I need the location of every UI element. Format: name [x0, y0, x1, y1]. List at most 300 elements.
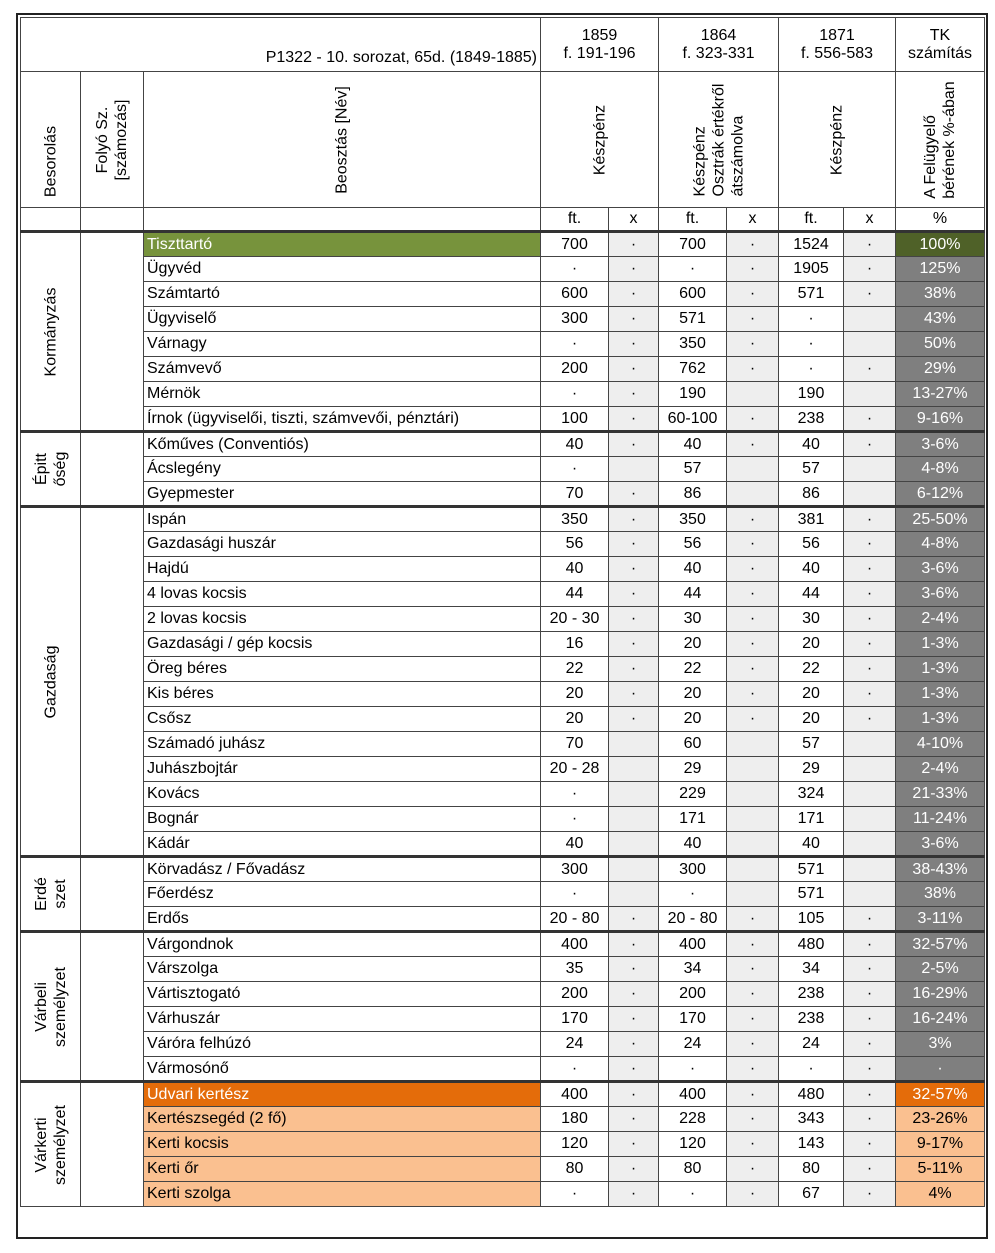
- x-1859: [609, 457, 659, 482]
- folyo-cell: [81, 507, 144, 857]
- table-row: [21, 657, 985, 682]
- x-1871: ·: [844, 357, 896, 382]
- table-row: [21, 407, 985, 432]
- position-name: Kádár: [144, 832, 541, 857]
- x-1864: ·: [727, 1182, 779, 1207]
- value-1871: 343: [779, 1107, 844, 1132]
- tk-header: [896, 18, 985, 72]
- value-1871: 1905: [779, 257, 844, 282]
- tk-percent: 25-50%: [896, 507, 985, 532]
- position-name: Kerti szolga: [144, 1182, 541, 1207]
- position-name: Várhuszár: [144, 1007, 541, 1032]
- besorolas-label: Besorolás: [42, 125, 59, 198]
- group-label-line1: Épitt: [32, 452, 50, 486]
- value-1859: ·: [541, 1182, 609, 1207]
- value-1859: 24: [541, 1032, 609, 1057]
- col-header-tk: [896, 72, 985, 208]
- x-1871: ·: [844, 532, 896, 557]
- x-1864: ·: [727, 557, 779, 582]
- tk-percent: 3%: [896, 1032, 985, 1057]
- table-row: [21, 257, 985, 282]
- value-1859: ·: [541, 382, 609, 407]
- value-1864: 20 - 80: [659, 907, 727, 932]
- value-1859: 300: [541, 307, 609, 332]
- x-1864: [727, 882, 779, 907]
- x-1864: [727, 757, 779, 782]
- value-1859: 20 - 30: [541, 607, 609, 632]
- x-1871: ·: [844, 1157, 896, 1182]
- table-row: [21, 882, 985, 907]
- x-1864: ·: [727, 257, 779, 282]
- value-1871: 238: [779, 1007, 844, 1032]
- group-label-line1: Erdé: [32, 877, 50, 911]
- x-1871: ·: [844, 507, 896, 532]
- x-1864: [727, 807, 779, 832]
- x-1871: ·: [844, 582, 896, 607]
- value-1864: 29: [659, 757, 727, 782]
- value-1859: 700: [541, 232, 609, 257]
- x-1864: ·: [727, 282, 779, 307]
- tk-percent: 43%: [896, 307, 985, 332]
- value-1864: 60-100: [659, 407, 727, 432]
- value-1871: ·: [779, 332, 844, 357]
- group-label-line2: őség: [51, 451, 69, 487]
- value-1864: 190: [659, 382, 727, 407]
- value-1859: 56: [541, 532, 609, 557]
- value-1864: 350: [659, 332, 727, 357]
- unit-x-1864: x: [727, 208, 779, 232]
- year-1864: 1864: [700, 26, 737, 44]
- table-row: [21, 232, 985, 257]
- x-1859: [609, 782, 659, 807]
- position-name: Ügyvéd: [144, 257, 541, 282]
- x-1859: ·: [609, 507, 659, 532]
- keszpenz-1864-label: [690, 84, 747, 197]
- x-1871: ·: [844, 707, 896, 732]
- position-name: Kertészsegéd (2 fő): [144, 1107, 541, 1132]
- tk-percent: 11-24%: [896, 807, 985, 832]
- tk-percent: 29%: [896, 357, 985, 382]
- position-name: 4 lovas kocsis: [144, 582, 541, 607]
- value-1859: 70: [541, 732, 609, 757]
- x-1871: ·: [844, 907, 896, 932]
- folio-1864: f. 323-331: [682, 44, 755, 62]
- keszpenz-1859-label: Készpénz: [591, 104, 608, 176]
- x-1871: ·: [844, 1107, 896, 1132]
- x-1864: [727, 857, 779, 882]
- group-label-cell: [21, 507, 81, 857]
- tk-percent: 3-6%: [896, 432, 985, 457]
- x-1864: ·: [727, 432, 779, 457]
- x-1871: [844, 782, 896, 807]
- position-name: Főerdész: [144, 882, 541, 907]
- value-1859: 70: [541, 482, 609, 507]
- group-label-line2: személyzet: [51, 1104, 69, 1185]
- x-1871: ·: [844, 432, 896, 457]
- tk-percent: 38-43%: [896, 857, 985, 882]
- tk-percent: 9-16%: [896, 407, 985, 432]
- value-1864: 762: [659, 357, 727, 382]
- value-1864: ·: [659, 1182, 727, 1207]
- table-row: [21, 1182, 985, 1207]
- x-1859: ·: [609, 707, 659, 732]
- table-row: [21, 1082, 985, 1107]
- table-row: [21, 932, 985, 957]
- value-1859: ·: [541, 457, 609, 482]
- x-1864: [727, 832, 779, 857]
- table-row: [21, 782, 985, 807]
- value-1864: 600: [659, 282, 727, 307]
- value-1859: 20: [541, 682, 609, 707]
- tk-percent: 2-4%: [896, 607, 985, 632]
- value-1864: 228: [659, 1107, 727, 1132]
- group-label-line1: Várkerti: [32, 1116, 50, 1173]
- x-1859: ·: [609, 582, 659, 607]
- value-1871: 171: [779, 807, 844, 832]
- value-1864: 60: [659, 732, 727, 757]
- salary-table: [20, 17, 985, 1207]
- x-1871: ·: [844, 407, 896, 432]
- value-1864: 22: [659, 657, 727, 682]
- value-1871: 143: [779, 1132, 844, 1157]
- x-1859: ·: [609, 1007, 659, 1032]
- folyo-cell: [81, 932, 144, 1082]
- value-1859: 40: [541, 832, 609, 857]
- position-name: Vártisztogató: [144, 982, 541, 1007]
- position-name: Csősz: [144, 707, 541, 732]
- unit-ft-1864: ft.: [659, 208, 727, 232]
- tk-percent: 1-3%: [896, 682, 985, 707]
- tk-percent: 32-57%: [896, 932, 985, 957]
- x-1859: ·: [609, 232, 659, 257]
- value-1864: 56: [659, 532, 727, 557]
- value-1859: ·: [541, 257, 609, 282]
- x-1871: ·: [844, 1132, 896, 1157]
- value-1871: 34: [779, 957, 844, 982]
- value-1859: 35: [541, 957, 609, 982]
- x-1859: ·: [609, 932, 659, 957]
- position-name: Kovács: [144, 782, 541, 807]
- folyo-cell: [81, 232, 144, 432]
- x-1864: ·: [727, 932, 779, 957]
- tk-percent: 4-8%: [896, 457, 985, 482]
- value-1871: ·: [779, 1057, 844, 1082]
- year-1871: 1871: [819, 26, 855, 44]
- unit-x-1859: x: [609, 208, 659, 232]
- value-1859: 350: [541, 507, 609, 532]
- unit-ft-1859: ft.: [541, 208, 609, 232]
- table-row: [21, 907, 985, 932]
- x-1864: ·: [727, 582, 779, 607]
- value-1871: 56: [779, 532, 844, 557]
- value-1871: 86: [779, 482, 844, 507]
- x-1871: ·: [844, 257, 896, 282]
- x-1864: ·: [727, 707, 779, 732]
- value-1864: 171: [659, 807, 727, 832]
- value-1859: 120: [541, 1132, 609, 1157]
- x-1871: [844, 882, 896, 907]
- x-1859: [609, 732, 659, 757]
- unit-x-1871: x: [844, 208, 896, 232]
- x-1871: [844, 807, 896, 832]
- x-1859: ·: [609, 557, 659, 582]
- value-1864: 400: [659, 932, 727, 957]
- position-name: Kerti kocsis: [144, 1132, 541, 1157]
- position-name: Öreg béres: [144, 657, 541, 682]
- group-label-line1: Kormányzás: [42, 287, 59, 376]
- position-name: Számtartó: [144, 282, 541, 307]
- table-row: [21, 1007, 985, 1032]
- x-1864: ·: [727, 332, 779, 357]
- value-1871: 571: [779, 857, 844, 882]
- position-name: Számadó juhász: [144, 732, 541, 757]
- x-1864: [727, 457, 779, 482]
- value-1864: ·: [659, 882, 727, 907]
- position-name: Ispán: [144, 507, 541, 532]
- x-1864: ·: [727, 407, 779, 432]
- position-name: Ácslegény: [144, 457, 541, 482]
- x-1859: ·: [609, 982, 659, 1007]
- position-name: Tiszttartó: [144, 232, 541, 257]
- x-1859: ·: [609, 1032, 659, 1057]
- position-name: Mérnök: [144, 382, 541, 407]
- tk-percent: 9-17%: [896, 1132, 985, 1157]
- x-1871: ·: [844, 1007, 896, 1032]
- group-label: [32, 966, 70, 1046]
- tk-percent: 4-10%: [896, 732, 985, 757]
- x-1859: ·: [609, 332, 659, 357]
- tk-percent: 100%: [896, 232, 985, 257]
- tk-percent: 2-5%: [896, 957, 985, 982]
- x-1864: ·: [727, 1157, 779, 1182]
- tk-percent: 38%: [896, 882, 985, 907]
- value-1864: 350: [659, 507, 727, 532]
- value-1871: 238: [779, 407, 844, 432]
- x-1864: ·: [727, 607, 779, 632]
- table-row: [21, 607, 985, 632]
- value-1871: 44: [779, 582, 844, 607]
- value-1859: 400: [541, 932, 609, 957]
- col-header-beosztas: [144, 72, 541, 208]
- col-header-besorolas: [21, 72, 81, 208]
- tk-percent: 5-11%: [896, 1157, 985, 1182]
- position-name: Hajdú: [144, 557, 541, 582]
- x-1864: ·: [727, 232, 779, 257]
- table-row: [21, 1107, 985, 1132]
- salary-table-frame: [16, 13, 988, 1239]
- x-1859: ·: [609, 607, 659, 632]
- group-label: [32, 1104, 70, 1184]
- value-1871: 40: [779, 832, 844, 857]
- tk-title: TK: [929, 26, 951, 44]
- table-row: [21, 482, 985, 507]
- value-1864: 34: [659, 957, 727, 982]
- source-reference: P1322 - 10. sorozat, 65d. (1849-1885): [21, 18, 541, 72]
- value-1859: 20: [541, 707, 609, 732]
- table-row: [21, 1057, 985, 1082]
- value-1871: 20: [779, 632, 844, 657]
- year-1859-header: [541, 18, 659, 72]
- table-row: [21, 282, 985, 307]
- beosztas-label: Beosztás [Név]: [333, 86, 351, 194]
- value-1871: 571: [779, 882, 844, 907]
- value-1859: 200: [541, 357, 609, 382]
- group-label-cell: [21, 232, 81, 432]
- x-1864: ·: [727, 357, 779, 382]
- table-row: [21, 982, 985, 1007]
- folyo-cell: [81, 857, 144, 932]
- tk-label-l2: bérének %-ában: [941, 81, 958, 199]
- value-1864: 80: [659, 1157, 727, 1182]
- position-name: Gyepmester: [144, 482, 541, 507]
- value-1864: 229: [659, 782, 727, 807]
- x-1871: [844, 332, 896, 357]
- x-1871: ·: [844, 607, 896, 632]
- value-1871: 30: [779, 607, 844, 632]
- value-1864: 170: [659, 1007, 727, 1032]
- x-1864: ·: [727, 1082, 779, 1107]
- x-1859: ·: [609, 1132, 659, 1157]
- x-1871: [844, 857, 896, 882]
- tk-percent: 23-26%: [896, 1107, 985, 1132]
- x-1859: ·: [609, 657, 659, 682]
- value-1871: 190: [779, 382, 844, 407]
- col-header-keszpenz-1871: [779, 72, 896, 208]
- value-1871: 40: [779, 557, 844, 582]
- group-label-line2: szet: [51, 879, 69, 909]
- folyo-cell: [81, 1082, 144, 1207]
- position-name: Várszolga: [144, 957, 541, 982]
- folyo-label: Folyó Sz. [számozás]: [94, 99, 130, 181]
- value-1859: 100: [541, 407, 609, 432]
- table-row: [21, 682, 985, 707]
- value-1864: ·: [659, 257, 727, 282]
- col-header-keszpenz-1859: [541, 72, 659, 208]
- value-1871: 40: [779, 432, 844, 457]
- tk-percent: 3-6%: [896, 582, 985, 607]
- x-1864: ·: [727, 1057, 779, 1082]
- year-1871-header: [779, 18, 896, 72]
- value-1864: 700: [659, 232, 727, 257]
- x-1871: ·: [844, 657, 896, 682]
- position-name: Vármosónő: [144, 1057, 541, 1082]
- x-1871: [844, 732, 896, 757]
- table-row: [21, 832, 985, 857]
- value-1864: 200: [659, 982, 727, 1007]
- value-1871: 324: [779, 782, 844, 807]
- position-name: Gazdasági huszár: [144, 532, 541, 557]
- tk-percent: 50%: [896, 332, 985, 357]
- x-1864: ·: [727, 1007, 779, 1032]
- unit-empty-3: [144, 208, 541, 232]
- tk-percent-label: [921, 81, 959, 198]
- value-1864: 44: [659, 582, 727, 607]
- tk-percent: 3-11%: [896, 907, 985, 932]
- keszpenz-1864-l2: Osztrák értékről: [710, 83, 727, 197]
- folyo-cell: [81, 432, 144, 507]
- table-row: [21, 307, 985, 332]
- table-row: [21, 957, 985, 982]
- tk-percent: 13-27%: [896, 382, 985, 407]
- x-1864: ·: [727, 682, 779, 707]
- x-1859: ·: [609, 907, 659, 932]
- value-1864: 24: [659, 1032, 727, 1057]
- x-1864: ·: [727, 1132, 779, 1157]
- x-1864: ·: [727, 957, 779, 982]
- x-1859: ·: [609, 957, 659, 982]
- value-1859: 16: [541, 632, 609, 657]
- x-1871: ·: [844, 1082, 896, 1107]
- col-header-keszpenz-1864: [659, 72, 779, 208]
- unit-pct: %: [896, 208, 985, 232]
- x-1871: [844, 457, 896, 482]
- table-row: [21, 1032, 985, 1057]
- group-label-cell: [21, 932, 81, 1082]
- value-1871: 480: [779, 932, 844, 957]
- x-1859: [609, 832, 659, 857]
- value-1859: ·: [541, 332, 609, 357]
- group-label: [41, 287, 60, 376]
- x-1864: ·: [727, 307, 779, 332]
- folio-1871: f. 556-583: [800, 44, 874, 62]
- table-row: [21, 807, 985, 832]
- x-1864: ·: [727, 907, 779, 932]
- group-label: [32, 877, 70, 911]
- value-1864: 40: [659, 557, 727, 582]
- keszpenz-1871-label: Készpénz: [828, 104, 846, 176]
- value-1864: 40: [659, 832, 727, 857]
- value-1871: 238: [779, 982, 844, 1007]
- value-1864: ·: [659, 1057, 727, 1082]
- table-row: [21, 732, 985, 757]
- x-1871: ·: [844, 632, 896, 657]
- position-name: Várnagy: [144, 332, 541, 357]
- value-1871: ·: [779, 307, 844, 332]
- value-1871: 381: [779, 507, 844, 532]
- year-1864-header: [659, 18, 779, 72]
- value-1859: ·: [541, 782, 609, 807]
- value-1864: 300: [659, 857, 727, 882]
- tk-percent: 1-3%: [896, 657, 985, 682]
- tk-percent: 125%: [896, 257, 985, 282]
- x-1871: ·: [844, 232, 896, 257]
- position-name: Körvadász / Fővadász: [144, 857, 541, 882]
- value-1864: 40: [659, 432, 727, 457]
- x-1859: ·: [609, 1057, 659, 1082]
- table-row: [21, 1132, 985, 1157]
- table-row: [21, 757, 985, 782]
- position-name: Várgondnok: [144, 932, 541, 957]
- keszpenz-1864-l3: átszámolva: [729, 115, 746, 197]
- value-1871: ·: [779, 357, 844, 382]
- value-1871: 80: [779, 1157, 844, 1182]
- x-1871: [844, 832, 896, 857]
- value-1864: 30: [659, 607, 727, 632]
- value-1859: 20 - 80: [541, 907, 609, 932]
- position-name: Kis béres: [144, 682, 541, 707]
- x-1871: ·: [844, 1032, 896, 1057]
- tk-percent: 3-6%: [896, 832, 985, 857]
- value-1859: 170: [541, 1007, 609, 1032]
- value-1859: ·: [541, 807, 609, 832]
- value-1864: 400: [659, 1082, 727, 1107]
- table-row: [21, 632, 985, 657]
- x-1864: ·: [727, 632, 779, 657]
- x-1871: [844, 307, 896, 332]
- value-1871: 105: [779, 907, 844, 932]
- x-1859: [609, 857, 659, 882]
- position-name: Juhászbojtár: [144, 757, 541, 782]
